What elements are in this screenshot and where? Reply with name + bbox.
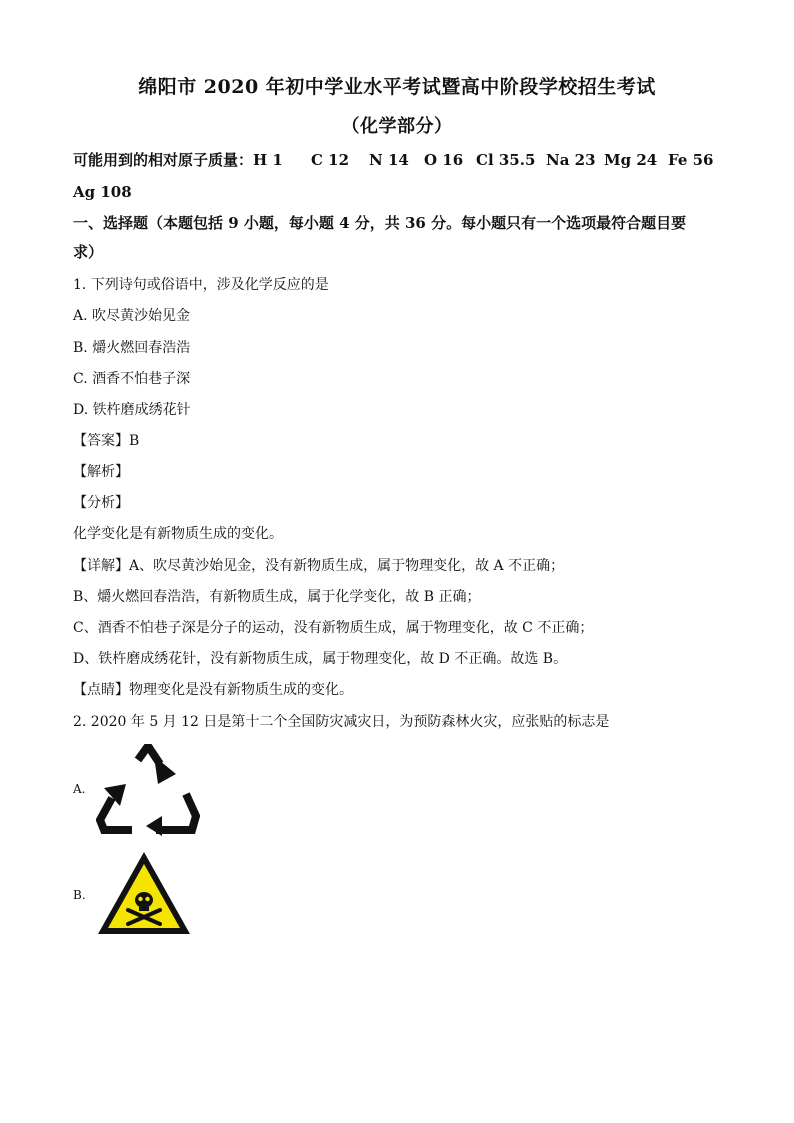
page-title: 绵阳市 2020 年初中学业水平考试暨高中阶段学校招生考试 xyxy=(138,76,656,98)
mass-item: O 16 xyxy=(424,151,464,169)
question-1-option-a: A. 吹尽黄沙始见金 xyxy=(73,308,191,324)
question-1-tip: 【点睛】物理变化是没有新物质生成的变化。 xyxy=(73,682,353,698)
mass-item: N 14 xyxy=(369,151,409,169)
question-1-detail-b: B、爝火燃回春浩浩，有新物质生成，属于化学变化，故 B 正确； xyxy=(73,589,481,605)
section-heading-cont: 求） xyxy=(73,243,104,261)
mass-item: C 12 xyxy=(311,151,350,169)
poison-warning-icon xyxy=(96,850,192,936)
question-1-stem: 1. 下列诗句或俗语中，涉及化学反应的是 xyxy=(73,277,329,293)
question-1-analysis-label: 【解析】 xyxy=(73,464,129,480)
mass-item: Na 23 xyxy=(546,151,596,169)
question-2-option-b-label: B. xyxy=(73,888,86,902)
atomic-masses-overflow: Ag 108 xyxy=(73,183,132,201)
mass-item: Mg 24 xyxy=(604,151,658,169)
question-2-stem: 2. 2020 年 5 月 12 日是第十二个全国防灾减灾日，为预防森林火灾，应张贴的标志是 xyxy=(73,714,610,730)
recycle-icon xyxy=(96,744,200,836)
question-1-option-c: C. 酒香不怕巷子深 xyxy=(73,371,191,387)
section-heading: 一、选择题（本题包括 9 小题，每小题 4 分，共 36 分。每小题只有一个选项最符合题目要 xyxy=(73,214,687,232)
question-1-concept: 化学变化是有新物质生成的变化。 xyxy=(73,526,283,542)
question-1-answer: 【答案】B xyxy=(73,433,140,449)
mass-item: H 1 xyxy=(253,151,283,169)
question-1-detail-a: 【详解】A、吹尽黄沙始见金，没有新物质生成，属于物理变化，故 A 不正确； xyxy=(73,558,565,574)
question-2-option-a-label: A. xyxy=(73,782,86,796)
atomic-masses xyxy=(73,150,713,170)
question-1-detail-d: D、铁杵磨成绣花针，没有新物质生成，属于物理变化，故 D 不正确。故选 B。 xyxy=(73,651,568,667)
mass-item: Cl 35.5 xyxy=(476,151,536,169)
mass-item: Fe 56 xyxy=(668,151,714,169)
question-1-detail-c: C、酒香不怕巷子深是分子的运动，没有新物质生成，属于物理变化，故 C 不正确； xyxy=(73,620,594,636)
question-1-option-d: D. 铁杵磨成绣花针 xyxy=(73,402,191,418)
page-subtitle: （化学部分） xyxy=(341,116,453,137)
atomic-masses-label: 可能用到的相对原子质量： xyxy=(73,151,254,169)
question-1-option-b: B. 爝火燃回春浩浩 xyxy=(73,340,191,356)
question-1-analysis-sub: 【分析】 xyxy=(73,495,129,511)
